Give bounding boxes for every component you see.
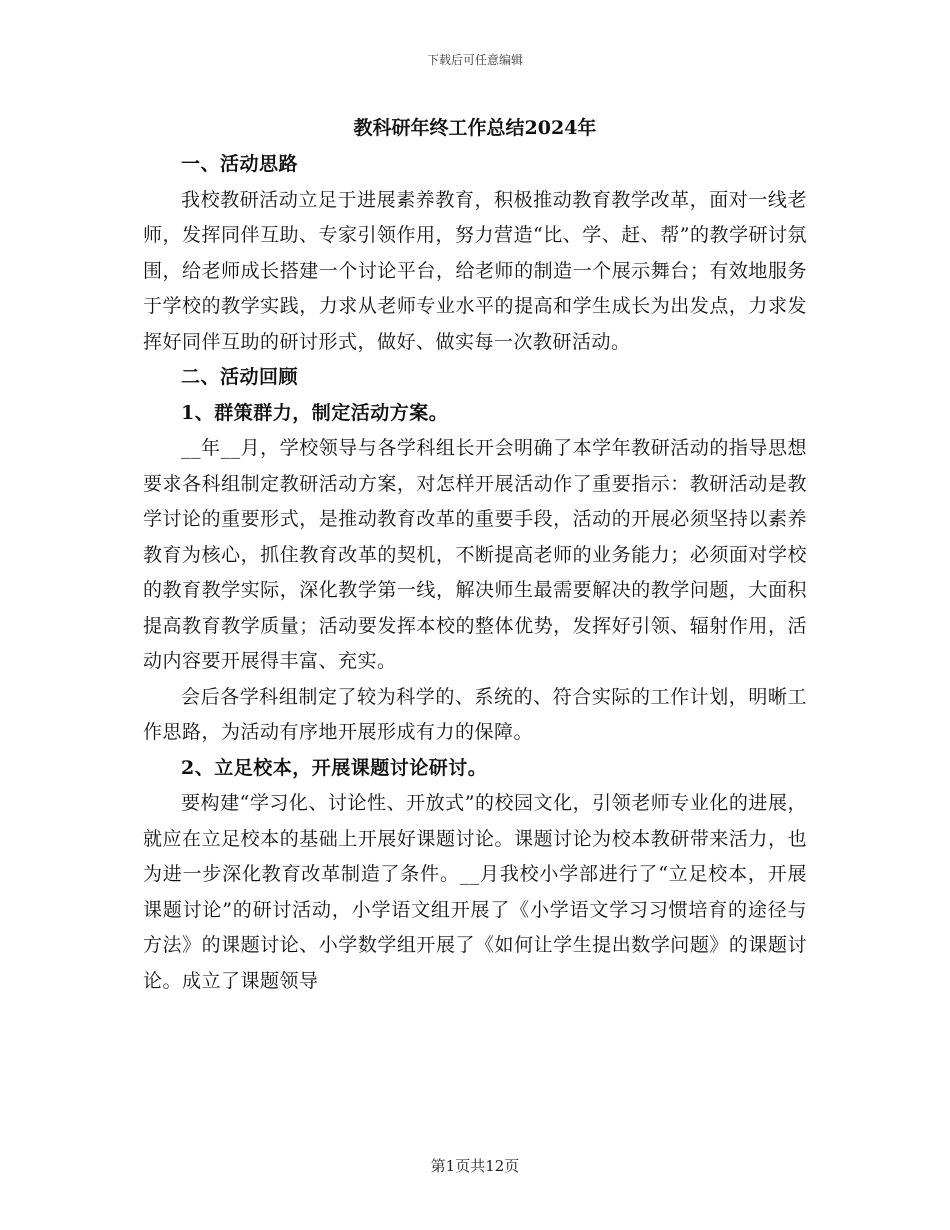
paragraph-activity-ideas: 我校教研活动立足于进展素养教育，积极推动教育教学改革，面对一线老师，发挥同伴互助、专家引领作用，努力营造“比、学、赶、帮”的教学研讨氛围，给老师成长搭建一个讨论平台，给老师的制造一个展示舞台；有效地服务于学校的教学实践，力求从老师专业水平的提高和学生成长为出发点，力求发挥好同伴互助的研讨形式，做好、做实每一次教研活动。: [143, 188, 807, 353]
paragraph-research: 要构建“学习化、讨论性、开放式”的校园文化，引领老师专业化的进展，就应在立足校本的基础上开展好课题讨论。课题讨论为校本教研带来活力，也为进一步深化教育改革制造了条件。__月我校小学部进行了“立足校本，开展课题讨论”的研讨活动，小学语文组开展了《小学语文学习习惯培育的途径与方法》的课题讨论、小学数学组开展了《如何让学生提出数学问题》的课题讨论。成立了课题领导: [143, 792, 807, 992]
subheading-research: 2、立足校本，开展课题讨论研讨。: [181, 756, 488, 779]
paragraph-plan-meeting: __年__月，学校领导与各学科组长开会明确了本学年教研活动的指导思想要求各科组制定教研活动方案，对怎样开展活动作了重要指示：教研活动是教学讨论的重要形式，是推动教育改革的重要手段，活动的开展必须坚持以素养教育为核心，抓住教育改革的契机，不断提高老师的业务能力；必须面对学校的教育教学实际，深化教学第一线，解决师生最需要解决的教学问题，大面积提高教育教学质量；活动要发挥本校的整体优势，发挥好引领、辐射作用，活动内容要开展得丰富、充实。: [143, 437, 807, 672]
subheading-plan: 1、群策群力，制定活动方案。: [181, 401, 449, 424]
paragraph-plan-result: 会后各学科组制定了较为科学的、系统的、符合实际的工作计划，明晰工作思路，为活动有序地开展形成有力的保障。: [143, 685, 807, 743]
document-title: 教科研年终工作总结2024年: [353, 117, 597, 139]
section-heading-activity-review: 二、活动回顾: [181, 366, 299, 388]
section-heading-activity-ideas: 一、活动思路: [181, 153, 299, 175]
page-number: 第1页共12页: [430, 1157, 520, 1175]
page-header-note: 下载后可任意编辑: [426, 53, 523, 67]
document-body: [143, 147, 807, 999]
